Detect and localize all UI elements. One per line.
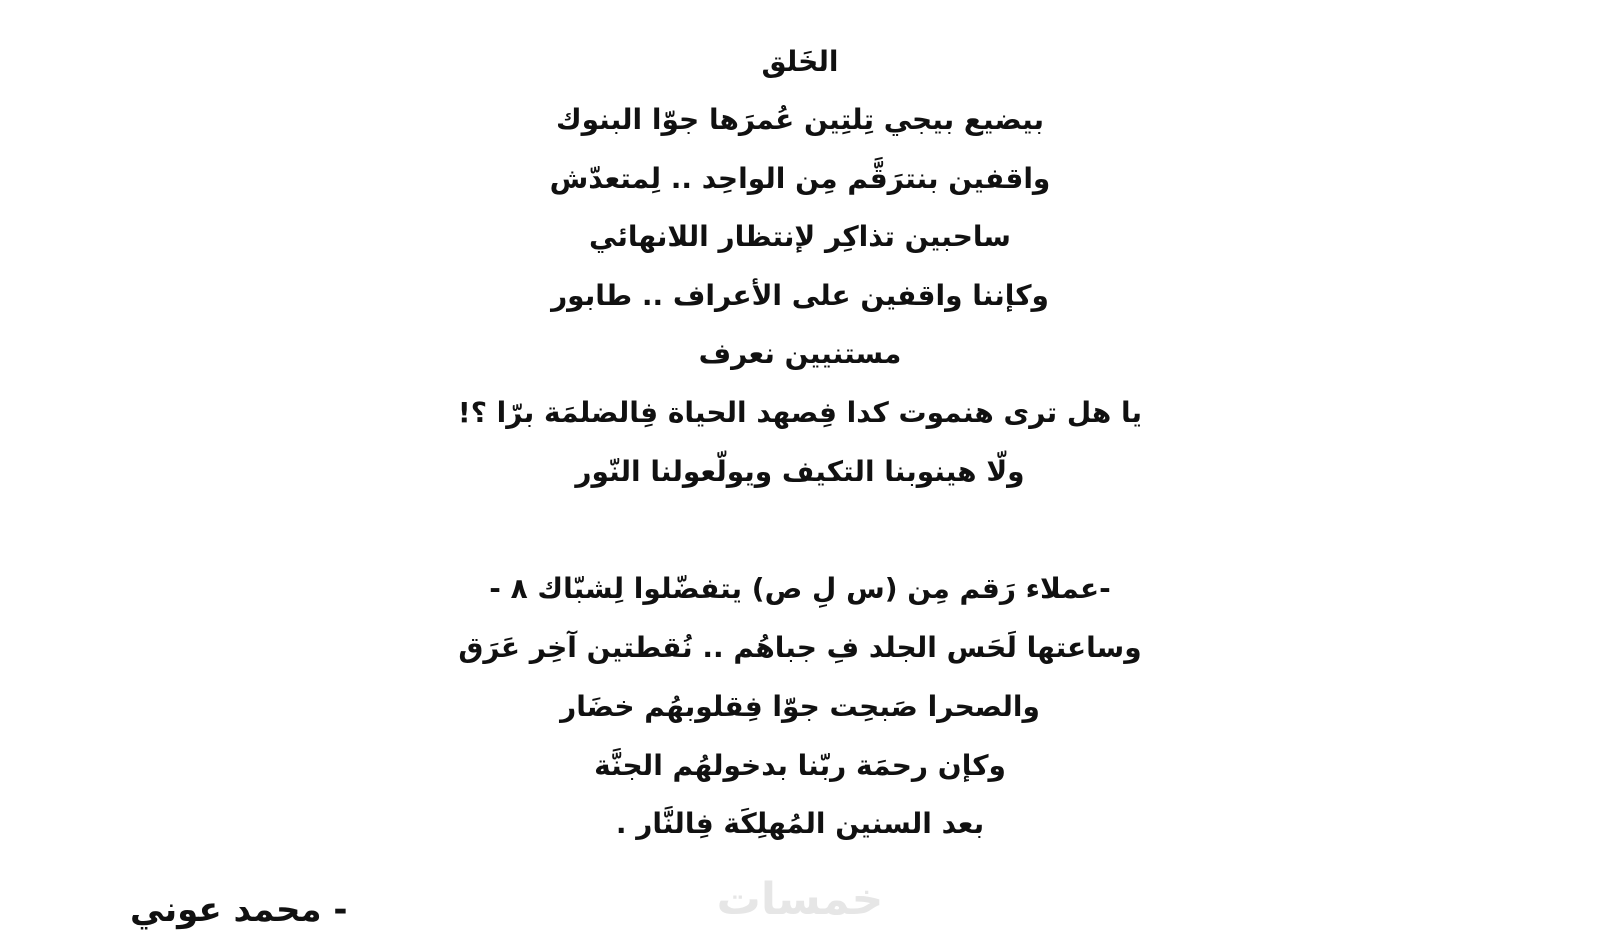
poem-line: واقفين بنترَقَّم مِن الواحِد .. لِمتعدّش (549, 162, 1051, 195)
poem-line: وكإن رحمَة ربّنا بدخولهُم الجنَّة (594, 749, 1006, 782)
poem-line: بعد السنين المُهلِكَة فِالنَّار . (615, 807, 985, 840)
poem-title: الخَلق (761, 45, 839, 78)
poem-line: مستنيين نعرف (698, 337, 902, 370)
poem-line: وكإننا واقفين على الأعراف .. طابور (551, 279, 1049, 312)
poem-line: يا هل ترى هنموت كدا فِصهد الحياة فِالضلمَة برّا ؟! (457, 396, 1143, 429)
poem-line: بيضيع بيجي تِلتِين عُمرَها جوّا البنوك (555, 103, 1045, 136)
author-signature: - محمد عوني (130, 890, 348, 930)
watermark-logo: خمسات (716, 874, 884, 925)
poem-line: ولّا هينوبنا التكيف ويولّعولنا النّور (575, 455, 1025, 488)
poem-line: -عملاء رَقم مِن (س لِ ص) يتفضّلوا لِشبّاك ٨ - (489, 572, 1111, 605)
poem-line: والصحرا صَبحِت جوّا فِقلوبهُم خضَار (560, 690, 1040, 723)
poem-line: وساعتها لَحَس الجلد فِ جباهُم .. نُقطتين آخِر عَرَق (458, 631, 1142, 664)
poem-line: ساحبين تذاكِر لإنتظار اللانهائي (589, 220, 1011, 253)
